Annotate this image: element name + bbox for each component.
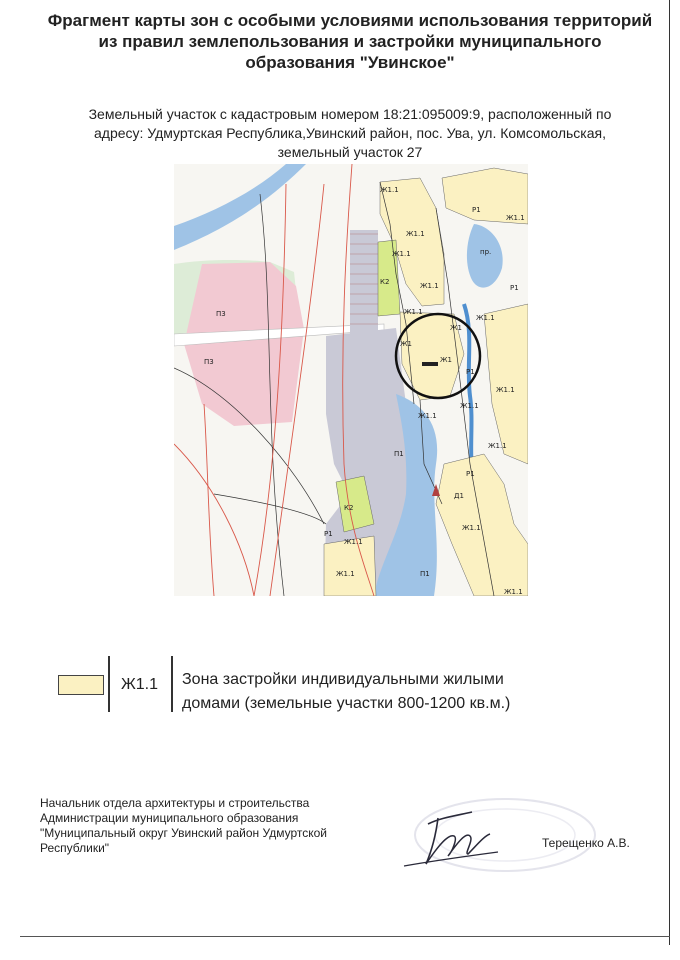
zone-label: Ж1.1: [506, 214, 525, 222]
zone-label: Р1: [466, 368, 475, 376]
zone-label: Ж1.1: [406, 230, 425, 238]
parcel-description: [40, 105, 660, 162]
legend-divider: [171, 656, 173, 712]
signer-name: Терещенко А.В.: [542, 836, 630, 850]
parcel-marker: [422, 362, 438, 366]
zone-label: пр.: [480, 248, 492, 256]
zone-label: Ж1: [400, 340, 412, 348]
document-title: [30, 10, 670, 73]
zoning-map: [174, 164, 528, 596]
zone-label: П3: [204, 358, 214, 366]
title-line: образования "Увинское": [245, 53, 455, 72]
position-line: Администрации муниципального образования: [40, 811, 299, 825]
zone-label: Ж1.1: [420, 282, 439, 290]
legend-description-line: Зона застройки индивидуальными жилыми: [182, 671, 504, 688]
legend-divider: [108, 656, 110, 712]
zone-label: Ж1.1: [404, 308, 423, 316]
zone-label: Ж1.1: [336, 570, 355, 578]
position-line: Начальник отдела архитектуры и строительства: [40, 796, 310, 810]
zone-label: Ж1: [450, 324, 462, 332]
zone-label: К2: [380, 278, 390, 286]
zone-label: Ж1.1: [344, 538, 363, 546]
legend-description: [182, 668, 582, 716]
zone-label: Ж1.1: [460, 402, 479, 410]
zone-label: Ж1.1: [380, 186, 399, 194]
title-line: Фрагмент карты зон с особыми условиями использования территорий: [47, 11, 653, 30]
zone-label: Ж1.1: [476, 314, 495, 322]
page-border-right: [669, 0, 670, 945]
zone-label: Ж1.1: [462, 524, 481, 532]
zone-label: Р1: [472, 206, 481, 214]
signatory-position: [40, 796, 400, 856]
zone-label: Ж1.1: [496, 386, 515, 394]
zone-label: Д1: [454, 492, 464, 500]
subtitle-line: Земельный участок с кадастровым номером 18:21:095009:9, расположенный по: [88, 106, 612, 122]
zone-label: Ж1.1: [392, 250, 411, 258]
title-line: из правил землепользования и застройки муниципального: [98, 32, 602, 51]
zone-label: П1: [394, 450, 404, 458]
legend-description-line: домами (земельные участки 800-1200 кв.м.): [182, 695, 511, 712]
handwritten-signature: [398, 806, 508, 872]
zoning-map-canvas: [174, 164, 528, 596]
zone-label: Р1: [466, 470, 475, 478]
zone-label: П1: [420, 570, 430, 578]
zone-label: Ж1: [440, 356, 452, 364]
position-line: Республики": [40, 841, 110, 855]
legend-swatch: [58, 675, 104, 695]
legend-code: Ж1.1: [121, 676, 159, 693]
zone-label: Ж1.1: [488, 442, 507, 450]
subtitle-line: адресу: Удмуртская Республика,Увинский район, пос. Ува, ул. Комсомольская,: [93, 125, 606, 141]
zone-label: Ж1.1: [504, 588, 523, 596]
position-line: "Муниципальный округ Увинский район Удмуртской: [40, 826, 327, 840]
zone-label: П3: [216, 310, 226, 318]
subtitle-line: земельный участок 27: [277, 144, 423, 160]
zone-label: Р1: [324, 530, 333, 538]
zone-label: К2: [344, 504, 354, 512]
zone-label: Р1: [510, 284, 519, 292]
industrial-strip: [350, 230, 378, 336]
page-border-bottom: [20, 936, 670, 937]
zone-label: Ж1.1: [418, 412, 437, 420]
